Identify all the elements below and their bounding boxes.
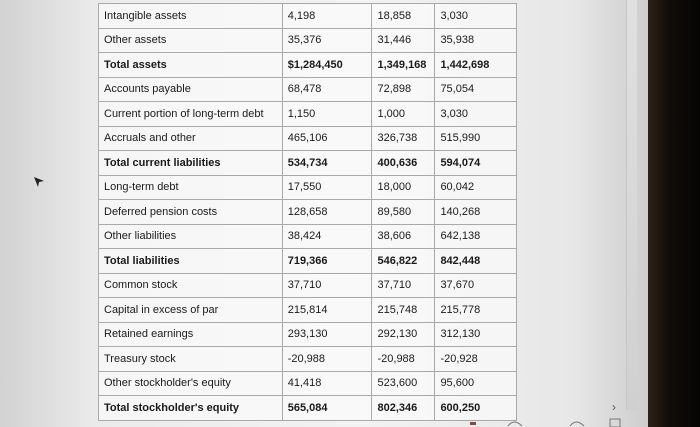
value-cell: 140,268 [435,200,517,225]
row-label: Treasury stock [99,347,283,372]
row-label: Common stock [99,273,283,298]
window-icon [610,419,620,427]
table-row-total [99,396,517,421]
table-row [99,4,517,29]
value-cell: 89,580 [372,200,435,225]
table-row [99,175,517,200]
table-row [99,322,517,347]
value-cell: 546,822 [372,249,435,274]
monitor-bezel [648,0,700,427]
value-cell: 802,346 [372,396,435,421]
value-cell: 75,054 [435,77,517,102]
row-label: Accounts payable [99,77,283,102]
value-cell: -20,988 [282,347,372,372]
value-cell: 1,150 [282,102,372,127]
value-cell: 642,138 [435,224,517,249]
value-cell: 292,130 [372,322,435,347]
row-label: Current portion of long-term debt [99,102,283,127]
row-label: Other stockholder's equity [99,371,283,396]
mouse-pointer-icon [33,176,45,188]
table-row [99,371,517,396]
value-cell: 465,106 [282,126,372,151]
value-cell: 515,990 [435,126,517,151]
value-cell: 594,074 [435,151,517,176]
value-cell: 1,442,698 [435,53,517,78]
value-cell: 68,478 [282,77,372,102]
value-cell: 326,738 [372,126,435,151]
table-row [99,298,517,323]
value-cell: 523,600 [372,371,435,396]
value-cell: 128,658 [282,200,372,225]
row-label: Total stockholder's equity [99,396,283,421]
value-cell: 600,250 [435,396,517,421]
row-label: Capital in excess of par [99,298,283,323]
value-cell: 41,418 [282,371,372,396]
value-cell: 4,198 [282,4,372,29]
row-label: Other liabilities [99,224,283,249]
table-row [99,102,517,127]
value-cell: -20,988 [372,347,435,372]
value-cell: 17,550 [282,175,372,200]
value-cell: 215,814 [282,298,372,323]
table-row-total [99,249,517,274]
value-cell: 3,030 [435,102,517,127]
row-label: Total liabilities [99,249,283,274]
value-cell: 1,000 [372,102,435,127]
value-cell: 3,030 [435,4,517,29]
balance-sheet-table [98,3,517,421]
value-cell: 37,710 [282,273,372,298]
arc-icon-2 [570,422,584,426]
table-row [99,126,517,151]
value-cell: 18,858 [372,4,435,29]
row-label: Deferred pension costs [99,200,283,225]
value-cell: 31,446 [372,28,435,53]
value-cell: 312,130 [435,322,517,347]
value-cell: 1,349,168 [372,53,435,78]
vertical-scrollbar[interactable] [626,0,637,410]
value-cell: 38,606 [372,224,435,249]
table-row [99,200,517,225]
row-label: Long-term debt [99,175,283,200]
value-cell: 293,130 [282,322,372,347]
table-row [99,224,517,249]
value-cell: 400,636 [372,151,435,176]
row-label: Total assets [99,53,283,78]
row-label: Accruals and other [99,126,283,151]
table-row-total [99,151,517,176]
row-label: Retained earnings [99,322,283,347]
value-cell: 35,938 [435,28,517,53]
row-label: Other assets [99,28,283,53]
table-row [99,28,517,53]
value-cell: 565,084 [282,396,372,421]
value-cell: 37,670 [435,273,517,298]
table-row [99,273,517,298]
value-cell: 72,898 [372,77,435,102]
row-label: Intangible assets [99,4,283,29]
value-cell: 534,734 [282,151,372,176]
value-cell: 215,778 [435,298,517,323]
value-cell: 38,424 [282,224,372,249]
table-row [99,347,517,372]
arc-icon [508,422,522,426]
value-cell: 35,376 [282,28,372,53]
row-label: Total current liabilities [99,151,283,176]
table-row-total [99,53,517,78]
value-cell: 842,448 [435,249,517,274]
value-cell: 37,710 [372,273,435,298]
value-cell: 95,600 [435,371,517,396]
chevron-right-icon[interactable]: › [612,400,616,414]
value-cell: 719,366 [282,249,372,274]
value-cell: 60,042 [435,175,517,200]
value-cell: 215,748 [372,298,435,323]
value-cell: $1,284,450 [282,53,372,78]
taskbar-icons [470,414,630,427]
value-cell: -20,928 [435,347,517,372]
value-cell: 18,000 [372,175,435,200]
red-marker-icon [470,422,476,425]
table-row [99,77,517,102]
